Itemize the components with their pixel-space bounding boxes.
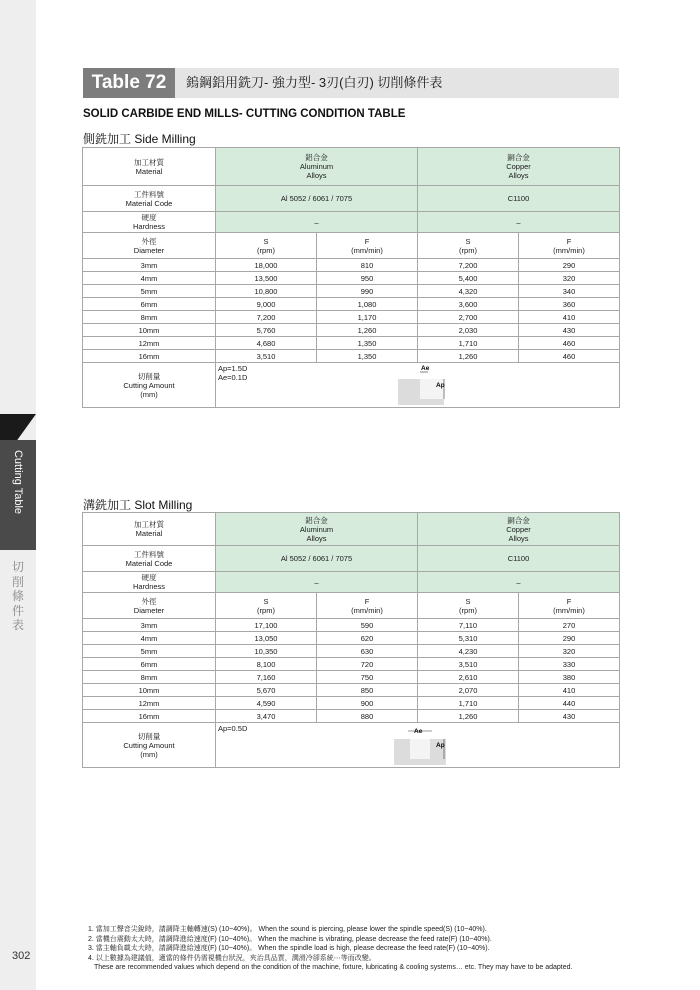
aluminum-code: Al 5052 / 6061 / 7075 bbox=[216, 546, 418, 572]
table-cell: 5mm bbox=[83, 645, 216, 658]
table-row bbox=[83, 658, 620, 671]
copper-hardness: – bbox=[418, 572, 620, 593]
table-row bbox=[83, 350, 620, 363]
table-cell: 720 bbox=[317, 658, 418, 671]
table-cell: 850 bbox=[317, 684, 418, 697]
table-row bbox=[83, 632, 620, 645]
table-row bbox=[83, 710, 620, 723]
table-cell: 8mm bbox=[83, 311, 216, 324]
table-cell: 9,000 bbox=[216, 298, 317, 311]
table-cell: 380 bbox=[519, 671, 620, 684]
table-cell: 18,000 bbox=[216, 259, 317, 272]
table-cell: 900 bbox=[317, 697, 418, 710]
footnote: These are recommended values which depend on the condition of the machine, fixture, lubricating & cooling systems… etc. They may have to be adapted. bbox=[94, 964, 573, 972]
table-cell: 410 bbox=[519, 311, 620, 324]
table-cell: 4,680 bbox=[216, 337, 317, 350]
cutting-amount-label: 切削量 Cutting Amount (mm) bbox=[83, 723, 216, 768]
copper-code: C1100 bbox=[418, 546, 620, 572]
table-row bbox=[83, 619, 620, 632]
side-milling-title: 側銑加工 Side Milling bbox=[83, 132, 196, 146]
slot-milling-title: 溝銑加工 Slot Milling bbox=[83, 498, 193, 512]
table-cell: 1,710 bbox=[418, 337, 519, 350]
footnote: 4. 以上數據為建議值，適當的條件仍需視機台狀況，夾治具品質，潤滑冷卻系統⋯等而改變。 bbox=[88, 954, 376, 962]
table-cell: 4,320 bbox=[418, 285, 519, 298]
table-cell: 290 bbox=[519, 632, 620, 645]
copper-hardness: – bbox=[418, 212, 620, 233]
table-cell: 460 bbox=[519, 337, 620, 350]
table-cell: 4mm bbox=[83, 632, 216, 645]
cutting-amount-cell bbox=[216, 723, 620, 768]
table-cell: 3,470 bbox=[216, 710, 317, 723]
table-cell: 5,760 bbox=[216, 324, 317, 337]
table-cell: 7,200 bbox=[418, 259, 519, 272]
ae-label: Ae bbox=[421, 365, 430, 372]
aluminum-s-header: S (rpm) bbox=[216, 593, 317, 619]
table-row bbox=[83, 298, 620, 311]
table-cell: 10,800 bbox=[216, 285, 317, 298]
aluminum-header: 鋁合金 Aluminum Alloys bbox=[216, 513, 418, 546]
table-cell: 590 bbox=[317, 619, 418, 632]
ae-label: Ae bbox=[414, 728, 423, 735]
table-cell: 2,030 bbox=[418, 324, 519, 337]
table-row bbox=[83, 259, 620, 272]
table-row bbox=[83, 671, 620, 684]
table-cell: 5mm bbox=[83, 285, 216, 298]
table-cell: 16mm bbox=[83, 710, 216, 723]
table-cell: 620 bbox=[317, 632, 418, 645]
table-cell: 17,100 bbox=[216, 619, 317, 632]
footnotes bbox=[88, 925, 572, 973]
table-cell: 16mm bbox=[83, 350, 216, 363]
table-cell: 10,350 bbox=[216, 645, 317, 658]
cut-region bbox=[410, 739, 430, 759]
table-cell: 1,260 bbox=[317, 324, 418, 337]
cutting-amount-cell bbox=[216, 363, 620, 408]
table-cell: 3mm bbox=[83, 259, 216, 272]
table-cell: 7,160 bbox=[216, 671, 317, 684]
table-cell: 1,080 bbox=[317, 298, 418, 311]
sidebar-chinese-label: 切削條件表 bbox=[11, 560, 24, 632]
table-row bbox=[83, 285, 620, 298]
table-cell: 320 bbox=[519, 272, 620, 285]
aluminum-f-header: F (mm/min) bbox=[317, 233, 418, 259]
table-cell: 2,610 bbox=[418, 671, 519, 684]
table-cell: 3,510 bbox=[418, 658, 519, 671]
table-cell: 1,170 bbox=[317, 311, 418, 324]
copper-f-header: F (mm/min) bbox=[519, 593, 620, 619]
slot-milling-diagram bbox=[392, 725, 462, 765]
table-cell: 8,100 bbox=[216, 658, 317, 671]
table-row bbox=[83, 311, 620, 324]
table-cell: 1,710 bbox=[418, 697, 519, 710]
table-cell: 10mm bbox=[83, 324, 216, 337]
table-cell: 950 bbox=[317, 272, 418, 285]
material-label: 加工材質 Material bbox=[83, 148, 216, 186]
cutting-amount-values: Ap=0.5D bbox=[218, 724, 248, 733]
copper-f-header: F (mm/min) bbox=[519, 233, 620, 259]
material-code-label: 工件料號 Material Code bbox=[83, 546, 216, 572]
aluminum-s-header: S (rpm) bbox=[216, 233, 317, 259]
hardness-label: 硬度 Hardness bbox=[83, 212, 216, 233]
table-row bbox=[83, 324, 620, 337]
table-cell: 810 bbox=[317, 259, 418, 272]
cutting-amount-label: 切削量 Cutting Amount (mm) bbox=[83, 363, 216, 408]
side-milling-diagram bbox=[394, 365, 464, 405]
table-cell: 7,110 bbox=[418, 619, 519, 632]
table-cell: 4,230 bbox=[418, 645, 519, 658]
header-title: 鎢鋼鋁用銑刀- 強力型- 3刃(白刃) 切削條件表 bbox=[186, 75, 443, 90]
footnote: 2. 當機台震動太大時，請調降進給速度(F) (10~40%)。 When the machine is vibrating, please decrease the feed rate(F) (10~40%). bbox=[88, 935, 492, 943]
copper-header: 銅合金 Copper Alloys bbox=[418, 513, 620, 546]
table-cell: 5,310 bbox=[418, 632, 519, 645]
table-cell: 880 bbox=[317, 710, 418, 723]
sidebar-tab-label: Cutting Table bbox=[12, 449, 24, 515]
table-cell: 1,260 bbox=[418, 710, 519, 723]
cutting-amount-values: Ap=1.5D Ae=0.1D bbox=[218, 364, 248, 382]
table-cell: 290 bbox=[519, 259, 620, 272]
table-cell: 410 bbox=[519, 684, 620, 697]
table-cell: 13,500 bbox=[216, 272, 317, 285]
footnote: 1. 當加工聲音尖銳時，請調降主軸轉速(S) (10~40%)。 When the sound is piercing, please lower the spindle speed(S) (10~40%). bbox=[88, 926, 487, 933]
ap-label: Ap bbox=[436, 742, 445, 749]
table-row bbox=[83, 697, 620, 710]
table-cell: 3,600 bbox=[418, 298, 519, 311]
copper-s-header: S (rpm) bbox=[418, 233, 519, 259]
aluminum-code: Al 5052 / 6061 / 7075 bbox=[216, 186, 418, 212]
copper-header: 銅合金 Copper Alloys bbox=[418, 148, 620, 186]
table-cell: 4mm bbox=[83, 272, 216, 285]
table-cell: 6mm bbox=[83, 658, 216, 671]
table-cell: 1,350 bbox=[317, 350, 418, 363]
table-row bbox=[83, 645, 620, 658]
table-cell: 1,260 bbox=[418, 350, 519, 363]
table-cell: 7,200 bbox=[216, 311, 317, 324]
footnote: 3. 當主軸負載太大時，請調降進給速度(F) (10~40%)。 When the spindle load is high, please decrease the feed rate(F) (10~40%). bbox=[88, 945, 490, 953]
table-cell: 12mm bbox=[83, 697, 216, 710]
copper-code: C1100 bbox=[418, 186, 620, 212]
table-cell: 6mm bbox=[83, 298, 216, 311]
material-label: 加工材質 Material bbox=[83, 513, 216, 546]
aluminum-header: 鋁合金 Aluminum Alloys bbox=[216, 148, 418, 186]
table-cell: 12mm bbox=[83, 337, 216, 350]
table-cell: 340 bbox=[519, 285, 620, 298]
diameter-label: 外徑 Diameter bbox=[83, 233, 216, 259]
table-cell: 330 bbox=[519, 658, 620, 671]
ap-label: Ap bbox=[436, 382, 445, 389]
aluminum-f-header: F (mm/min) bbox=[317, 593, 418, 619]
table-row bbox=[83, 337, 620, 350]
material-code-label: 工件料號 Material Code bbox=[83, 186, 216, 212]
page-subtitle: SOLID CARBIDE END MILLS- CUTTING CONDITION TABLE bbox=[83, 108, 406, 120]
table-cell: 270 bbox=[519, 619, 620, 632]
table-cell: 430 bbox=[519, 710, 620, 723]
copper-s-header: S (rpm) bbox=[418, 593, 519, 619]
table-cell: 430 bbox=[519, 324, 620, 337]
side-milling-table bbox=[82, 147, 620, 408]
table-cell: 8mm bbox=[83, 671, 216, 684]
table-cell: 1,350 bbox=[317, 337, 418, 350]
page-number: 302 bbox=[12, 950, 31, 962]
table-row bbox=[83, 272, 620, 285]
hardness-label: 硬度 Hardness bbox=[83, 572, 216, 593]
table-cell: 460 bbox=[519, 350, 620, 363]
table-cell: 5,400 bbox=[418, 272, 519, 285]
table-cell: 320 bbox=[519, 645, 620, 658]
table-cell: 750 bbox=[317, 671, 418, 684]
table-cell: 10mm bbox=[83, 684, 216, 697]
table-cell: 13,050 bbox=[216, 632, 317, 645]
aluminum-hardness: – bbox=[216, 212, 418, 233]
table-cell: 990 bbox=[317, 285, 418, 298]
table-cell: 2,070 bbox=[418, 684, 519, 697]
table-cell: 2,700 bbox=[418, 311, 519, 324]
table-cell: 360 bbox=[519, 298, 620, 311]
aluminum-hardness: – bbox=[216, 572, 418, 593]
table-cell: 5,670 bbox=[216, 684, 317, 697]
table-row bbox=[83, 684, 620, 697]
table-number: Table 72 bbox=[83, 68, 175, 98]
table-cell: 3mm bbox=[83, 619, 216, 632]
diameter-label: 外徑 Diameter bbox=[83, 593, 216, 619]
table-cell: 440 bbox=[519, 697, 620, 710]
slot-milling-table bbox=[82, 512, 620, 768]
table-cell: 630 bbox=[317, 645, 418, 658]
table-cell: 3,510 bbox=[216, 350, 317, 363]
table-cell: 4,590 bbox=[216, 697, 317, 710]
